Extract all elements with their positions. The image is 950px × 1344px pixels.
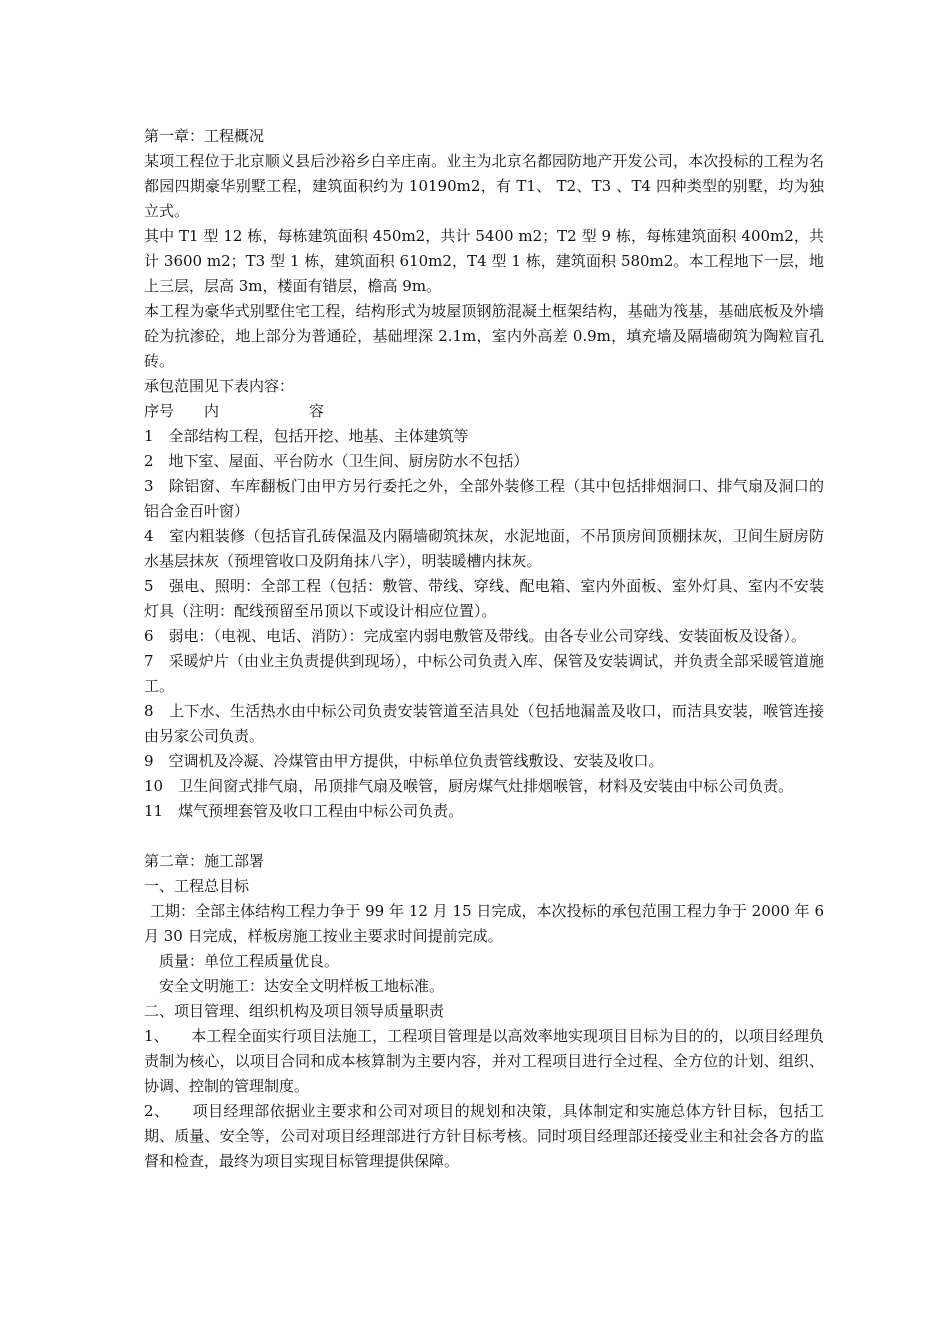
scope-intro: 承包范围见下表内容： <box>144 377 295 395</box>
scope-item-7: 7 采暖炉片（由业主负责提供到现场），中标公司负责入库、保管及安装调试，并负责全部采暖管道施工。 <box>144 652 824 695</box>
chapter1-title: 第一章：工程概况 <box>144 127 265 145</box>
chapter1-paragraph-overview: 某项工程位于北京顺义县后沙裕乡白辛庄南。业主为北京名都园防地产开发公司，本次投标的工程为名都园四期豪华别墅工程，建筑面积约为 10190m2，有 T1、 T2、T3 、T4 四种类型的别墅，均为独立式。 <box>144 152 824 220</box>
scope-item-6: 6 弱电：（电视、电话、消防）：完成室内弱电敷管及带线。由各专业公司穿线、安装面板及设备）。 <box>144 627 807 645</box>
scope-item-4: 4 室内粗装修（包括盲孔砖保温及内隔墙砌筑抹灰，水泥地面，不吊顶房间顶棚抹灰，卫间生厨房防水基层抹灰（预埋管收口及阴角抹八字），明装暖槽内抹灰。 <box>144 527 824 570</box>
scope-item-1: 1 全部结构工程，包括开挖、地基、主体建筑等 <box>144 427 469 445</box>
scope-item-3: 3 除铝窗、车库翻板门由甲方另行委托之外，全部外装修工程（其中包括排烟洞口、排气扇及洞口的铝合金百叶窗） <box>144 477 824 520</box>
quality-goal: 质量：单位工程质量优良。 <box>159 952 340 970</box>
chapter2-title: 第二章：施工部署 <box>144 852 265 870</box>
scope-item-9: 9 空调机及冷凝、冷煤管由甲方提供，中标单位负责管线敷设、安装及收口。 <box>144 752 664 770</box>
section1-title: 一、工程总目标 <box>144 877 250 895</box>
schedule-goal: 工期：全部主体结构工程力争于 99 年 12 月 15 日完成，本次投标的承包范围工程力争于 2000 年 6 月 30 日完成，样板房施工按业主要求时间提前完成。 <box>144 902 824 945</box>
chapter1-paragraph-buildings: 其中 T1 型 12 栋，每栋建筑面积 450m2，共计 5400 m2；T2 型 9 栋，每栋建筑面积 400m2，共计 3600 m2；T3 型 1 栋，建筑面积 610m2，T4 型 1 栋，建筑面积 580m2。本工程地下一层，地上三层，层高 3m，楼面有错层，檐高 9m。 <box>144 227 824 295</box>
section2-title: 二、项目管理、组织机构及项目领导质量职责 <box>144 1002 445 1020</box>
section2-item-2: 2、 项目经理部依据业主要求和公司对项目的规划和决策，具体制定和实施总体方针目标，包括工期、质量、安全等，公司对项目经理部进行方针目标考核。同时项目经理部还接受业主和社会各方的监督和检查，最终为项目实现目标管理提供保障。 <box>144 1102 824 1170</box>
scope-item-8: 8 上下水、生活热水由中标公司负责安装管道至洁具处（包括地漏盖及收口，而洁具安装，喉管连接由另家公司负责。 <box>144 702 824 745</box>
scope-item-5: 5 强电、照明：全部工程（包括：敷管、带线、穿线、配电箱、室内外面板、室外灯具、室内不安装灯具（注明：配线预留至吊顶以下或设计相应位置）。 <box>144 577 824 620</box>
chapter-spacer <box>144 824 824 849</box>
section2-item-1: 1、 本工程全面实行项目法施工，工程项目管理是以高效率地实现项目目标为目的的，以项目经理负责制为核心，以项目合同和成本核算制为主要内容，并对工程项目进行全过程、全方位的计划、组织、协调、控制的管理制度。 <box>144 1027 824 1095</box>
safety-goal: 安全文明施工：达安全文明样板工地标准。 <box>159 977 445 995</box>
scope-item-2: 2 地下室、屋面、平台防水（卫生间、厨房防水不包括） <box>144 452 529 470</box>
chapter1-paragraph-structure: 本工程为豪华式别墅住宅工程，结构形式为坡屋顶钢筋混凝土框架结构，基础为筏基，基础底板及外墙砼为抗渗砼，地上部分为普通砼，基础埋深 2.1m，室内外高差 0.9m，填充墙及隔墙砌筑为陶粒盲孔砖。 <box>144 302 824 370</box>
scope-table-header: 序号 内 容 <box>144 402 325 420</box>
scope-item-10: 10 卫生间窗式排气扇，吊顶排气扇及喉管，厨房煤气灶排烟喉管，材料及安装由中标公司负责。 <box>144 777 794 795</box>
scope-item-11: 11 煤气预埋套管及收口工程由中标公司负责。 <box>144 802 464 820</box>
document-page <box>144 124 824 1174</box>
